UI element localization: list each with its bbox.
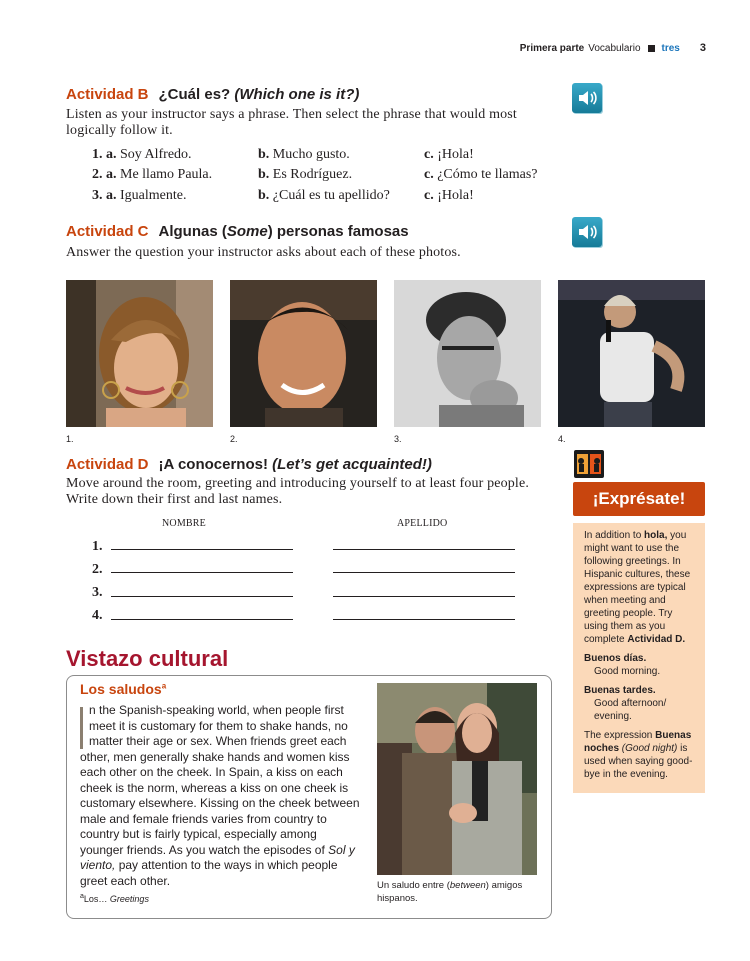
greeting-2: Buenas tardes. Good afternoon/ evening. <box>584 685 667 722</box>
audio-speaker-icon[interactable] <box>572 217 602 247</box>
actividad-b-item-2-c <box>424 167 538 183</box>
greeting-photo-caption: Un saludo entre (between) amigos hispanos. <box>377 880 523 904</box>
nombre-line[interactable] <box>111 572 293 573</box>
name-row-number: 3. <box>92 585 103 600</box>
expresate-note: The expression Buenas noches (Good night) is used when saying good-bye in the evening. <box>584 730 693 780</box>
actividad-b-item-2-b <box>258 167 352 183</box>
actividad-c-title-italic: Some <box>226 223 268 240</box>
actividad-d-subtitle: (Let’s get acquainted!) <box>272 456 432 473</box>
option-letter: a. <box>106 167 117 182</box>
actividad-b-item-1-b <box>258 147 350 163</box>
header-page-word: tres <box>661 42 680 54</box>
famous-person-photo-3 <box>394 280 541 427</box>
actividad-c-instructions: Answer the question your instructor asks about each of these photos. <box>66 245 461 260</box>
option-letter: c. <box>424 188 434 203</box>
actividad-d-instructions: Move around the room, greeting and introducing yourself to at least four people. Write down their first and last names. <box>66 476 529 507</box>
actividad-b-item-3 <box>92 188 186 204</box>
actividad-c-heading <box>66 223 409 240</box>
running-header <box>520 42 706 54</box>
option-a: Igualmente. <box>120 188 187 203</box>
page-number: 3 <box>699 42 706 54</box>
photo-caption-2: 2. <box>230 434 238 444</box>
apellido-line[interactable] <box>333 572 515 573</box>
option-letter: b. <box>258 147 270 162</box>
option-a: Me llamo Paula. <box>120 167 213 182</box>
famous-person-photo-1 <box>66 280 213 427</box>
actividad-c-title-post: ) personas famosas <box>267 223 409 240</box>
header-topic: Vocabulario <box>588 42 641 54</box>
option-letter: a. <box>106 188 117 203</box>
item-number: 3. <box>92 188 103 203</box>
vistazo-footnote: $^a$Los… Greetings <box>80 893 149 904</box>
option-letter: c. <box>424 167 434 182</box>
actividad-b-item-3-c <box>424 188 474 204</box>
option-b: Es Rodríguez. <box>272 167 353 182</box>
audio-speaker-icon[interactable] <box>572 83 602 113</box>
square-bullet-icon <box>648 45 655 52</box>
photo-caption-4: 4. <box>558 434 566 444</box>
actividad-b-title: ¿Cuál es? <box>158 86 231 103</box>
pair-activity-icon <box>574 450 604 478</box>
drop-cap-bar <box>80 707 83 749</box>
vistazo-body: n the Spanish-speaking world, when people first meet it is customary for them to shake hands, no matter their age or sex. When friends greet each other, men generally shake hands and women kiss each other on the cheek. In Spain, a kiss on each cheek is the norm, whereas a kiss on one cheek is customary elsewhere. Kissing on the cheek between male and female friends varies from country to country but is fairly typical, especially among younger friends. As you watch the episodes of Sol y viento, pay attention to the ways in which people greet each other. <box>80 703 360 888</box>
actividad-c-label: Actividad C <box>66 223 149 240</box>
vistazo-title: Vistazo cultural <box>66 646 229 671</box>
actividad-b-instructions: Listen as your instructor says a phrase. Then select the phrase that would most logically follow it. <box>66 107 517 138</box>
actividad-d-title: ¡A conocernos! <box>158 456 268 473</box>
actividad-b-subtitle: (Which one is it?) <box>234 86 360 103</box>
famous-person-photo-2 <box>230 280 377 427</box>
column-header-apellido: APELLIDO <box>397 518 448 529</box>
apellido-line[interactable] <box>333 549 515 550</box>
name-row-number: 4. <box>92 608 103 623</box>
nombre-line[interactable] <box>111 549 293 550</box>
option-letter: b. <box>258 188 270 203</box>
name-row-number: 2. <box>92 562 103 577</box>
actividad-b-item-1 <box>92 147 192 163</box>
column-header-nombre: NOMBRE <box>162 518 206 529</box>
actividad-b-heading <box>66 86 359 103</box>
greeting-1: Buenos días. Good morning. <box>584 653 661 677</box>
option-letter: c. <box>424 147 434 162</box>
option-a: Soy Alfredo. <box>120 147 192 162</box>
option-letter: a. <box>106 147 117 162</box>
actividad-b-item-3-b <box>258 188 390 204</box>
item-number: 2. <box>92 167 103 182</box>
actividad-b-item-1-c <box>424 147 474 163</box>
option-c: ¿Cómo te llamas? <box>437 167 538 182</box>
greeting-photo <box>377 683 537 875</box>
actividad-d-heading <box>66 456 432 473</box>
photo-caption-3: 3. <box>394 434 402 444</box>
nombre-line[interactable] <box>111 596 293 597</box>
actividad-b-label: Actividad B <box>66 86 149 103</box>
header-section: Primera parte <box>519 42 585 54</box>
item-number: 1. <box>92 147 103 162</box>
actividad-c-title-pre: Algunas ( <box>158 223 227 240</box>
option-c: ¡Hola! <box>437 188 474 203</box>
photo-caption-1: 1. <box>66 434 74 444</box>
option-c: ¡Hola! <box>437 147 474 162</box>
vistazo-subtitle: Los saludos$^a$ <box>80 681 167 697</box>
apellido-line[interactable] <box>333 596 515 597</box>
option-letter: b. <box>258 167 270 182</box>
name-row-number: 1. <box>92 539 103 554</box>
famous-person-photo-4 <box>558 280 705 427</box>
expresate-title: ¡Exprésate! <box>573 482 705 516</box>
actividad-d-label: Actividad D <box>66 456 149 473</box>
apellido-line[interactable] <box>333 619 515 620</box>
actividad-b-item-2 <box>92 167 212 183</box>
expresate-box <box>573 523 705 793</box>
option-b: Mucho gusto. <box>272 147 350 162</box>
expresate-intro: In addition to hola, you might want to use the following greetings. In Hispanic cultures, these expressions are typical when meeting and greeting people. Try using them as you complete Actividad D. <box>584 530 691 645</box>
nombre-line[interactable] <box>111 619 293 620</box>
option-b: ¿Cuál es tu apellido? <box>272 188 390 203</box>
